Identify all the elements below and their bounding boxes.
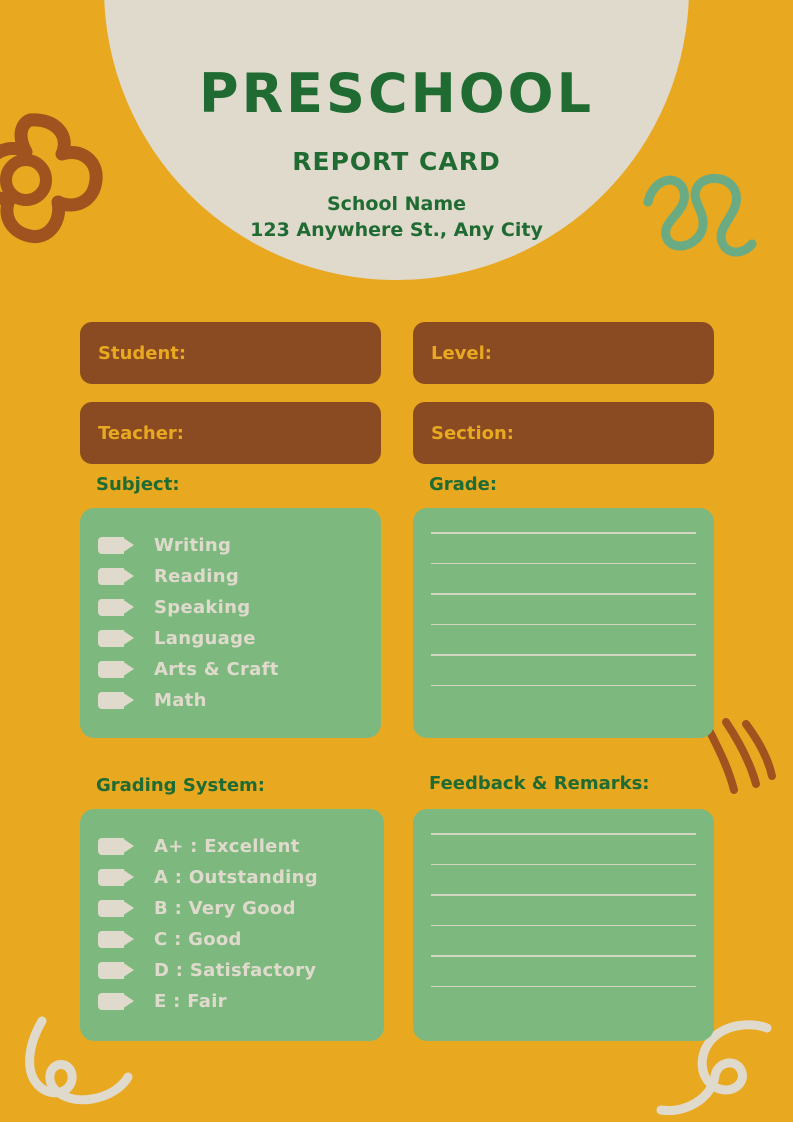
subject-list [80,508,381,711]
subject-list-box [80,508,381,738]
field-section-label: Section: [431,422,514,444]
list-item [98,534,381,556]
write-line[interactable] [431,925,696,927]
arrow-icon [98,900,134,917]
arrow-icon [98,661,134,678]
subject-label: Language [154,627,256,649]
grade-entry-box[interactable] [413,508,714,738]
field-level[interactable] [413,322,714,384]
grade-section-label: Grade: [429,474,498,495]
arrow-icon [98,869,134,886]
school-address: 123 Anywhere St., Any City [250,218,543,241]
arrow-icon [98,962,134,979]
list-item [98,866,384,888]
write-line[interactable] [431,563,696,565]
field-student[interactable] [80,322,381,384]
subject-label: Math [154,689,207,711]
field-level-label: Level: [431,342,492,364]
subject-label: Writing [154,534,232,556]
arrow-icon [98,931,134,948]
write-line[interactable] [431,833,696,835]
subject-label: Arts & Craft [154,658,279,680]
write-line[interactable] [431,986,696,988]
grading-section-label: Grading System: [96,775,265,796]
three-lines-icon [700,718,780,808]
arrow-icon [98,599,134,616]
write-line[interactable] [431,654,696,656]
field-student-label: Student: [98,342,187,364]
feedback-lines [413,809,714,987]
list-item [98,565,381,587]
page-subtitle: REPORT CARD [292,147,501,176]
write-line[interactable] [431,593,696,595]
subject-section-label: Subject: [96,474,180,495]
school-name: School Name [326,193,467,215]
subject-label: Reading [154,565,240,587]
subject-label: Speaking [154,596,251,618]
grading-label: A+ : Excellent [154,835,300,857]
list-item [98,835,384,857]
flower-outline-icon [0,110,121,290]
header [104,0,689,243]
write-line[interactable] [431,955,696,957]
arrow-icon [98,993,134,1010]
grading-label: D : Satisfactory [154,959,317,981]
write-line[interactable] [431,685,696,687]
arrow-icon [98,537,134,554]
arrow-icon [98,568,134,585]
write-line[interactable] [431,864,696,866]
list-item [98,928,384,950]
grading-system-box [80,809,384,1041]
list-item [98,959,384,981]
feedback-entry-box[interactable] [413,809,714,1041]
field-teacher[interactable] [80,402,381,464]
field-teacher-label: Teacher: [98,422,185,444]
field-group [80,322,714,464]
field-section[interactable] [413,402,714,464]
arrow-icon [98,838,134,855]
list-item [98,627,381,649]
grade-lines [413,508,714,686]
arrow-icon [98,630,134,647]
page-title: PRESCHOOL [199,62,594,125]
grading-label: B : Very Good [154,897,296,919]
grading-label: C : Good [154,928,242,950]
grading-system-list [80,809,384,1012]
write-line[interactable] [431,532,696,534]
write-line[interactable] [431,894,696,896]
list-item [98,658,381,680]
list-item [98,897,384,919]
feedback-section-label: Feedback & Remarks: [429,773,650,794]
arrow-icon [98,692,134,709]
grading-label: E : Fair [154,990,227,1012]
grading-label: A : Outstanding [154,866,318,888]
list-item [98,596,381,618]
list-item [98,990,384,1012]
list-item [98,689,381,711]
write-line[interactable] [431,624,696,626]
